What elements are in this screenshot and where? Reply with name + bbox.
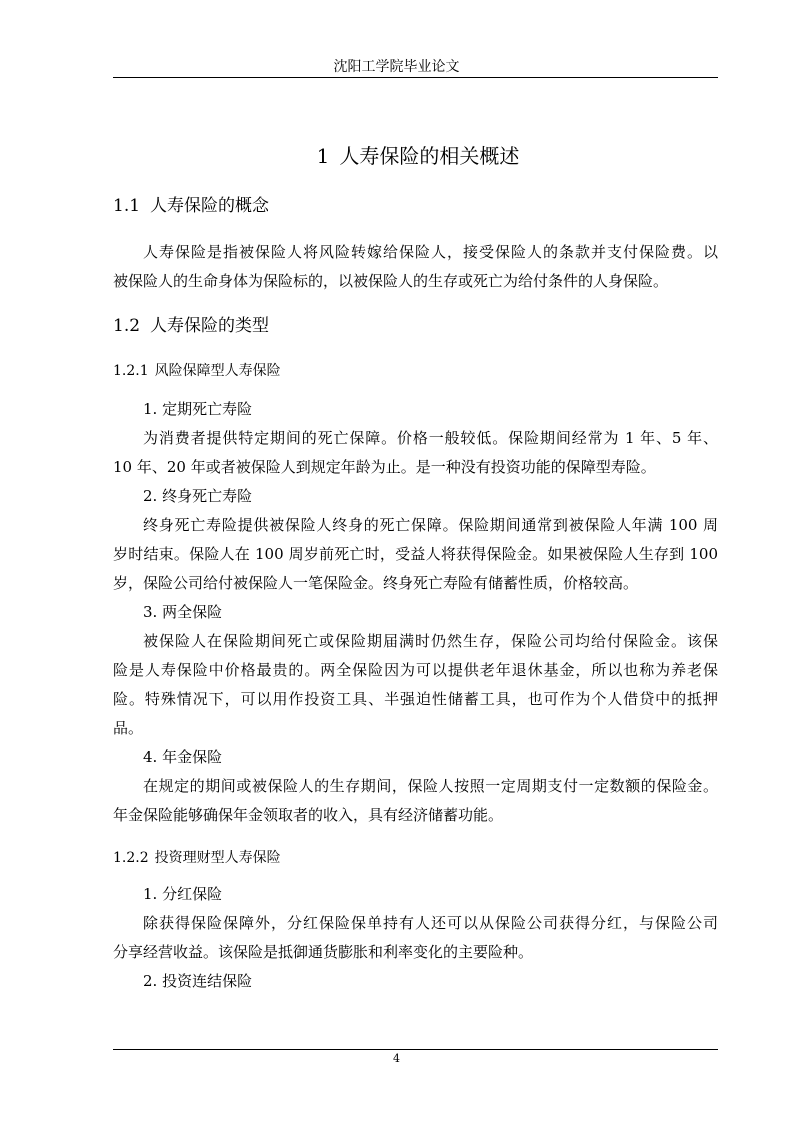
page-number: 4 — [393, 1052, 400, 1065]
list-item-label: 1. 分红保险 — [143, 885, 223, 903]
subsection-number: 1.2.2 — [113, 850, 149, 866]
chapter-title: 人寿保险的相关概述 — [339, 144, 520, 168]
list-item-label: 2. 终身死亡寿险 — [143, 487, 253, 505]
list-item-label: 4. 年金保险 — [143, 748, 223, 766]
paragraph-line: 终身死亡寿险提供被保险人终身的死亡保障。保险期间通常到被保险人年满 100 周 — [143, 516, 718, 534]
list-item-label: 1. 定期死亡寿险 — [143, 400, 253, 418]
paragraph-line: 被保险人的生命身体为保险标的，以被保险人的生存或死亡为给付条件的人身保险。 — [113, 272, 669, 290]
paragraph-line: 10 年、20 年或者被保险人到规定年龄为止。是一种没有投资功能的保障型寿险。 — [113, 458, 656, 476]
paragraph-line: 为消费者提供特定期间的死亡保障。价格一般较低。保险期间经常为 1 年、5 年、 — [143, 429, 718, 447]
paragraph-line: 被保险人在保险期间死亡或保险期届满时仍然生存，保险公司均给付保险金。该保 — [143, 632, 718, 650]
paragraph-line: 岁，保险公司给付被保险人一笔保险金。终身死亡寿险有储蓄性质，价格较高。 — [113, 574, 639, 592]
chapter-heading — [0, 143, 793, 169]
list-item-label: 2. 投资连结保险 — [143, 972, 253, 990]
list-item-label: 3. 两全保险 — [143, 603, 223, 621]
paragraph-line: 分享经营收益。该保险是抵御通货膨胀和利率变化的主要险种。 — [113, 943, 534, 961]
section-heading — [113, 195, 269, 217]
paragraph-line: 人寿保险是指被保险人将风险转嫁给保险人，接受保险人的条款并支付保险费。以 — [143, 243, 718, 261]
subsection-number: 1.2.1 — [113, 363, 149, 379]
paragraph-line: 险。特殊情况下，可以用作投资工具、半强迫性储蓄工具，也可作为个人借贷中的抵押 — [113, 690, 718, 708]
paragraph-line: 除获得保险保障外，分红保险保单持有人还可以从保险公司获得分红，与保险公司 — [143, 914, 718, 932]
paragraph-line: 年金保险能够确保年金领取者的收入，具有经济储蓄功能。 — [113, 806, 504, 824]
section-number: 1.1 — [113, 196, 141, 216]
paragraph-line: 岁时结束。保险人在 100 周岁前死亡时，受益人将获得保险金。如果被保险人生存到 100 — [113, 545, 718, 563]
subsection-title: 投资理财型人寿保险 — [154, 850, 281, 866]
subsection-heading — [113, 848, 281, 868]
subsection-heading — [113, 361, 281, 381]
paragraph-line: 品。 — [113, 719, 144, 737]
paragraph-line: 险是人寿保险中价格最贵的。两全保险因为可以提供老年退休基金，所以也称为养老保 — [113, 661, 718, 679]
footer-rule — [113, 1049, 718, 1050]
chapter-number: 1 — [316, 144, 330, 168]
header-rule — [113, 77, 718, 78]
section-title: 人寿保险的概念 — [150, 196, 270, 216]
paragraph-line: 在规定的期间或被保险人的生存期间，保险人按照一定周期支付一定数额的保险金。 — [143, 777, 718, 795]
page-header-title: 沈阳工学院毕业论文 — [333, 59, 460, 75]
subsection-title: 风险保障型人寿保险 — [154, 363, 281, 379]
section-number: 1.2 — [113, 316, 141, 336]
section-title: 人寿保险的类型 — [150, 316, 270, 336]
section-heading — [113, 315, 269, 337]
